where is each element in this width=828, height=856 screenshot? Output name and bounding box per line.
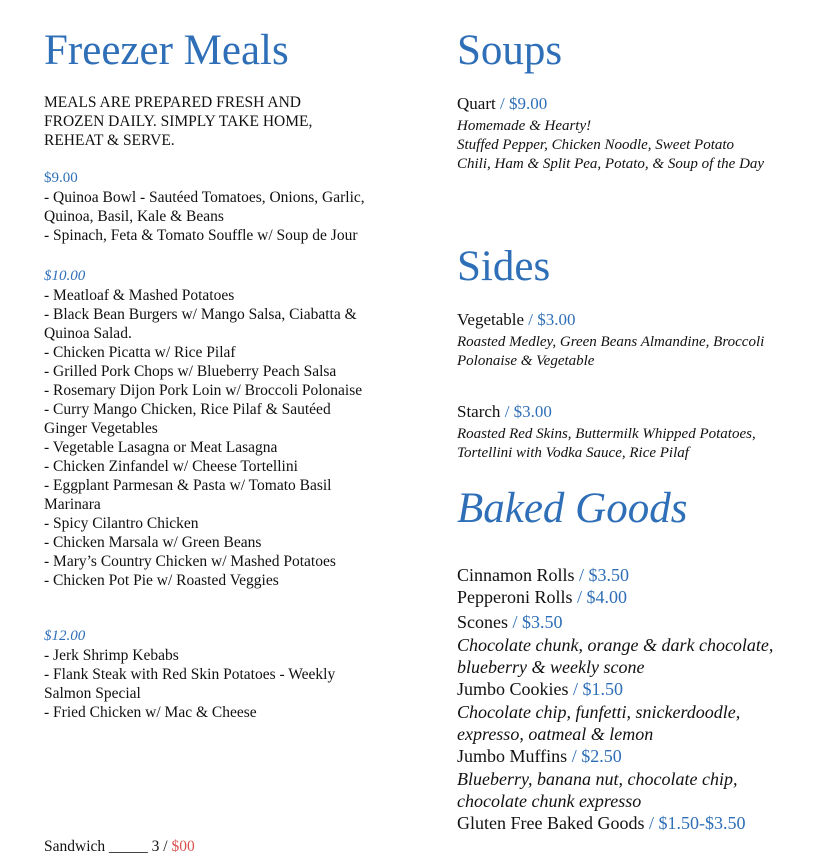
footer-text: Sandwich _____ 3 / — [44, 838, 168, 855]
baked-cookies-price: $1.50 — [582, 679, 624, 699]
baked-scones-line: Scones / $3.50 — [457, 612, 563, 632]
freezer-intro: MEALS ARE PREPARED FRESH AND FROZEN DAILY. SIMPLY TAKE HOME, REHEAT & SERVE. — [44, 94, 313, 149]
side-starch-price: $3.00 — [513, 402, 552, 421]
menu-item: - Eggplant Parmesan & Pasta w/ Tomato Basil Marinara — [44, 477, 332, 513]
menu-item: - Chicken Pot Pie w/ Roasted Veggies — [44, 572, 279, 589]
soups-block — [457, 93, 767, 174]
tier-10-group — [44, 267, 374, 590]
side-starch-line: Starch / $3.00 — [457, 402, 552, 421]
baked-pepperoni-price: $4.00 — [586, 587, 628, 607]
menu-item: - Chicken Picatta w/ Rice Pilaf — [44, 344, 236, 361]
menu-item: - Spicy Cilantro Chicken — [44, 515, 199, 532]
side-starch-desc: Roasted Red Skins, Buttermilk Whipped Potatoes, Tortellini with Vodka Sauce, Rice Pilaf — [457, 426, 756, 461]
menu-item: - Black Bean Burgers w/ Mango Salsa, Ciabatta & Quinoa Salad. — [44, 306, 357, 342]
baked-pepperoni-label: Pepperoni Rolls — [457, 587, 573, 607]
baked-muffins-price: $2.50 — [581, 746, 622, 766]
baked-goods-block — [457, 564, 787, 834]
menu-item: - Chicken Zinfandel w/ Cheese Tortellini — [44, 458, 298, 475]
baked-muffins-label: Jumbo Muffins — [457, 746, 568, 766]
baked-cookies-desc: Chocolate chip, funfetti, snickerdoodle, expresso, oatmeal & lemon — [457, 702, 741, 744]
footer-price: $00 — [171, 838, 195, 855]
side-veg-label: Vegetable — [457, 310, 525, 329]
baked-muffins-desc: Blueberry, banana nut, chocolate chip, chocolate chunk expresso — [457, 769, 738, 811]
tier-9-group — [44, 169, 374, 245]
menu-item: - Spinach, Feta & Tomato Souffle w/ Soup de Jour — [44, 227, 358, 244]
tier-price: $9.00 — [44, 170, 78, 186]
tier-12-group — [44, 627, 374, 722]
baked-gf-line: Gluten Free Baked Goods / $1.50-$3.50 — [457, 813, 746, 833]
freezer-meals-title: Freezer Meals — [44, 27, 289, 74]
sides-starch-block — [457, 401, 797, 463]
baked-gf-price: $1.50-$3.50 — [658, 813, 746, 833]
menu-item: - Grilled Pork Chops w/ Blueberry Peach Salsa — [44, 363, 337, 380]
baked-scones-label: Scones — [457, 612, 508, 632]
baked-cinnamon-price: $3.50 — [588, 565, 630, 585]
menu-item: - Chicken Marsala w/ Green Beans — [44, 534, 262, 551]
menu-item: - Meatloaf & Mashed Potatoes — [44, 287, 235, 304]
side-veg-desc: Roasted Medley, Green Beans Almandine, Broccoli Polonaise & Vegetable — [457, 334, 765, 369]
footer-line — [44, 838, 195, 856]
baked-pepperoni-line: Pepperoni Rolls / $4.00 — [457, 587, 628, 607]
menu-item: - Quinoa Bowl - Sautéed Tomatoes, Onions, Garlic, Quinoa, Basil, Kale & Beans — [44, 189, 365, 225]
baked-cookies-line: Jumbo Cookies / $1.50 — [457, 679, 624, 699]
menu-item: - Flank Steak with Red Skin Potatoes - Weekly Salmon Special — [44, 666, 336, 702]
side-veg-line: Vegetable / $3.00 — [457, 310, 576, 329]
menu-item: - Fried Chicken w/ Mac & Cheese — [44, 704, 257, 721]
tier-price: $10.00 — [44, 268, 86, 284]
menu-item: - Curry Mango Chicken, Rice Pilaf & Sautéed Ginger Vegetables — [44, 401, 331, 437]
soup-desc-2: Stuffed Pepper, Chicken Noodle, Sweet Potato Chili, Ham & Split Pea, Potato, & Soup of the Day — [457, 137, 765, 172]
baked-cinnamon-line: Cinnamon Rolls / $3.50 — [457, 565, 630, 585]
baked-muffins-line: Jumbo Muffins / $2.50 — [457, 746, 622, 766]
side-veg-price: $3.00 — [537, 310, 576, 329]
menu-item: - Rosemary Dijon Pork Loin w/ Broccoli Polonaise — [44, 382, 363, 399]
sides-veg-block — [457, 309, 787, 371]
baked-goods-title: Baked Goods — [457, 485, 688, 532]
sides-title: Sides — [457, 243, 551, 290]
baked-scones-desc: Chocolate chunk, orange & dark chocolate, blueberry & weekly scone — [457, 635, 774, 677]
menu-item: - Vegetable Lasagna or Meat Lasagna — [44, 439, 278, 456]
soup-desc-1: Homemade & Hearty! — [457, 118, 592, 134]
side-starch-label: Starch — [457, 402, 501, 421]
soup-price: $9.00 — [508, 94, 548, 113]
tier-price: $12.00 — [44, 628, 86, 644]
soups-title: Soups — [457, 27, 563, 74]
baked-cinnamon-label: Cinnamon Rolls — [457, 565, 575, 585]
menu-item: - Jerk Shrimp Kebabs — [44, 647, 179, 664]
baked-scones-price: $3.50 — [522, 612, 563, 632]
menu-item: - Mary’s Country Chicken w/ Mashed Potatoes — [44, 553, 336, 570]
soup-label: Quart — [457, 94, 496, 113]
soup-quart-line: Quart / $9.00 — [457, 94, 548, 113]
baked-gf-label: Gluten Free Baked Goods — [457, 813, 645, 833]
baked-cookies-label: Jumbo Cookies — [457, 679, 569, 699]
